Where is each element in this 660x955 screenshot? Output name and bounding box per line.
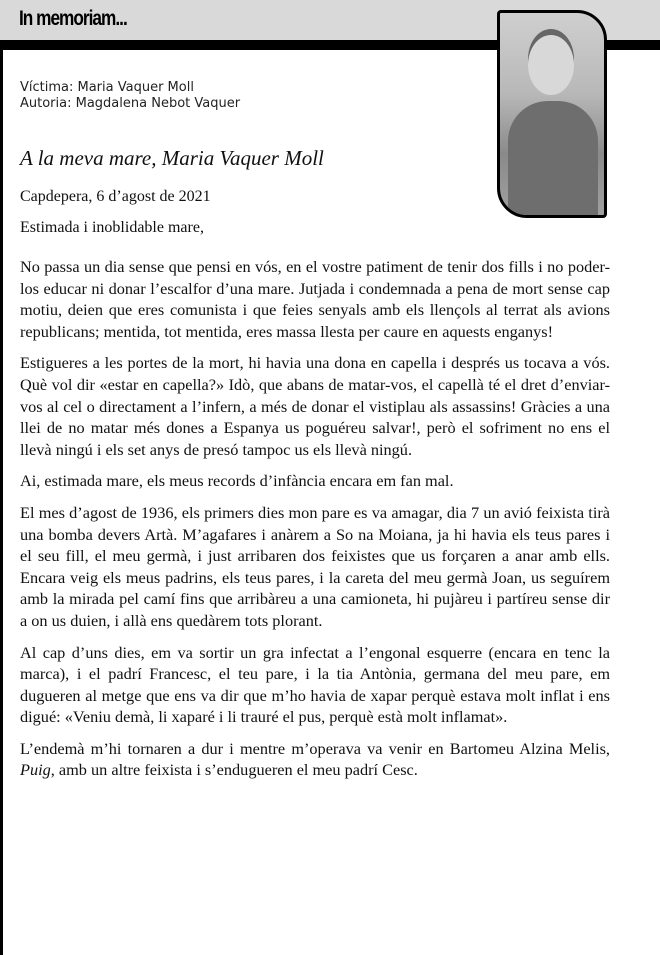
text-segment: , amb un altre feixista i s’endugueren el meu padrí Cesc. xyxy=(50,760,418,780)
portrait-head xyxy=(528,35,574,95)
letter-place-date: Capdepera, 6 d’agost de 2021 xyxy=(20,188,211,205)
italic-nickname: Puig xyxy=(20,760,51,780)
section-title: In memoriam... xyxy=(19,7,127,30)
letter-title: A la meva mare, Maria Vaquer Moll xyxy=(20,146,324,170)
paragraph: No passa un dia sense que pensi en vós, en el vostre patiment de tenir dos fills i no poder-los educar ni donar l’escalfor d’una mare. Jutjada i condemnada a pena de mort sense cap motiu, deien que eres comunista i que feies senyals amb els llençols al terrat als avions republicans; mentida, tot mentida, eres massa llesta per caure en aquests enganys! xyxy=(20,257,610,341)
letter-greeting: Estimada i inoblidable mare, xyxy=(20,219,204,236)
victim-portrait-photo xyxy=(497,10,607,218)
portrait-body xyxy=(508,101,598,218)
left-border-rule xyxy=(0,0,3,955)
paragraph: El mes d’agost de 1936, els primers dies mon pare es va amagar, dia 7 un avió feixista tirà una bomba devers Artà. M’agafares i anàrem a So na Moiana, ja hi havia els teus pares i el seu fill, el meu germà, i just arribaren dos feixistes que us forçaren a anar amb ells. Encara veig els meus padrins, els teus pares, i la careta del meu germà Joan, us seguírem amb la mirada pel camí fins que arribàreu a una camioneta, hi pujàreu i partíreu sense dir a on us duien, i allà ens quedàrem tots plorant. xyxy=(20,502,610,630)
letter-body xyxy=(20,256,610,791)
article-meta xyxy=(20,80,240,112)
paragraph-last xyxy=(20,738,610,781)
victim-line: Víctima: Maria Vaquer Moll xyxy=(20,80,194,95)
paragraph: Al cap d’uns dies, em va sortir un gra infectat a l’engonal esquerre (encara en tenc la marca), i el padrí Francesc, el teu pare, i la tia Antònia, germana del meu pare, em dugueren al metge que ens va dir que m’ho havia de xapar perquè estava molt inflat i ens digué: «Veniu demà, li xaparé i li trauré el pus, perquè està molt inflamat». xyxy=(20,642,610,727)
text-segment: L’endemà m’hi tornaren a dur i mentre m’operava va venir en Bartomeu Alzina Melis, xyxy=(20,738,610,758)
author-line: Autoria: Magdalena Nebot Vaquer xyxy=(20,96,241,111)
paragraph: Estigueres a les portes de la mort, hi havia una dona en capella i després us tocava a vós. Què vol dir «estar en capella?» Idò, que abans de matar-vos, el capellà té el dret d’enviar-vos al cel o directament a l’infern, a més de donar el vistiplau als assassins! Gràcies a una llei de no matar més dones a Espanya us poguéreu salvar!, però el sofriment no ens el llevà ningú i els set anys de presó tampoc us els llevà ningú. xyxy=(20,353,610,459)
paragraph: Ai, estimada mare, els meus records d’infància encara em fan mal. xyxy=(20,471,454,491)
